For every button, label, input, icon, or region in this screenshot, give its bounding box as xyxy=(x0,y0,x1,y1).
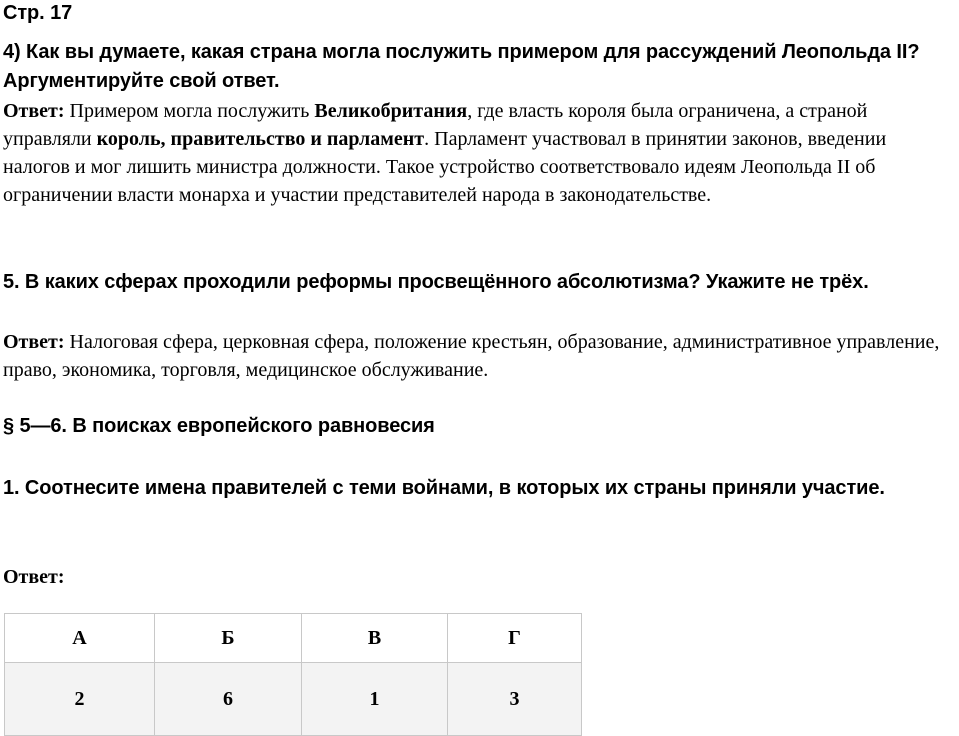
section-title: § 5—6. В поисках европейского равновесия xyxy=(3,415,435,437)
table-header-row xyxy=(5,614,582,663)
table-header-cell: А xyxy=(5,614,155,663)
table-row xyxy=(5,663,582,736)
table-header-cell: Г xyxy=(448,614,582,663)
answer-text: . Парламент участвовал в принятии законов, введении налогов и мог лишить министра должности. Такое устройство соответствовало идеям Леопольда II об ограничении власти монарха и участии представителей народа в законодательстве. xyxy=(3,128,887,206)
answer-text: , где власть короля была ограничена, а страной управляли xyxy=(3,100,868,150)
answer-text: Налоговая сфера, церковная сфера, положение крестьян, образование, административное управление, право, экономика, торговля, медицинское обслуживание. xyxy=(3,331,940,381)
answer-label: Ответ: xyxy=(3,100,65,122)
table-cell: 2 xyxy=(5,663,155,736)
answer-bold-institutions: король, правительство и парламент xyxy=(96,128,425,150)
page-number: Стр. 17 xyxy=(3,2,73,24)
answer-table xyxy=(4,613,582,736)
answer-bold-country: Великобритания xyxy=(314,100,468,122)
table-header-cell: Б xyxy=(155,614,302,663)
table-cell: 3 xyxy=(448,663,582,736)
answer-4 xyxy=(0,97,958,209)
answer-5 xyxy=(0,328,958,384)
answer-text: Примером могла послужить xyxy=(64,100,315,122)
table-cell: 6 xyxy=(155,663,302,736)
question-1: 1. Соотнесите имена правителей с теми войнами, в которых их страны приняли участие. xyxy=(3,477,885,499)
answer-label: Ответ: xyxy=(3,566,65,588)
table-cell: 1 xyxy=(302,663,448,736)
table-header-cell: В xyxy=(302,614,448,663)
question-5: 5. В каких сферах проходили реформы просвещённого абсолютизма? Укажите не трёх. xyxy=(3,271,869,293)
answer-label: Ответ: xyxy=(3,331,65,353)
question-4: 4) Как вы думаете, какая страна могла послужить примером для рассуждений Леопольда II? Аргументируйте свой ответ. xyxy=(3,41,920,92)
